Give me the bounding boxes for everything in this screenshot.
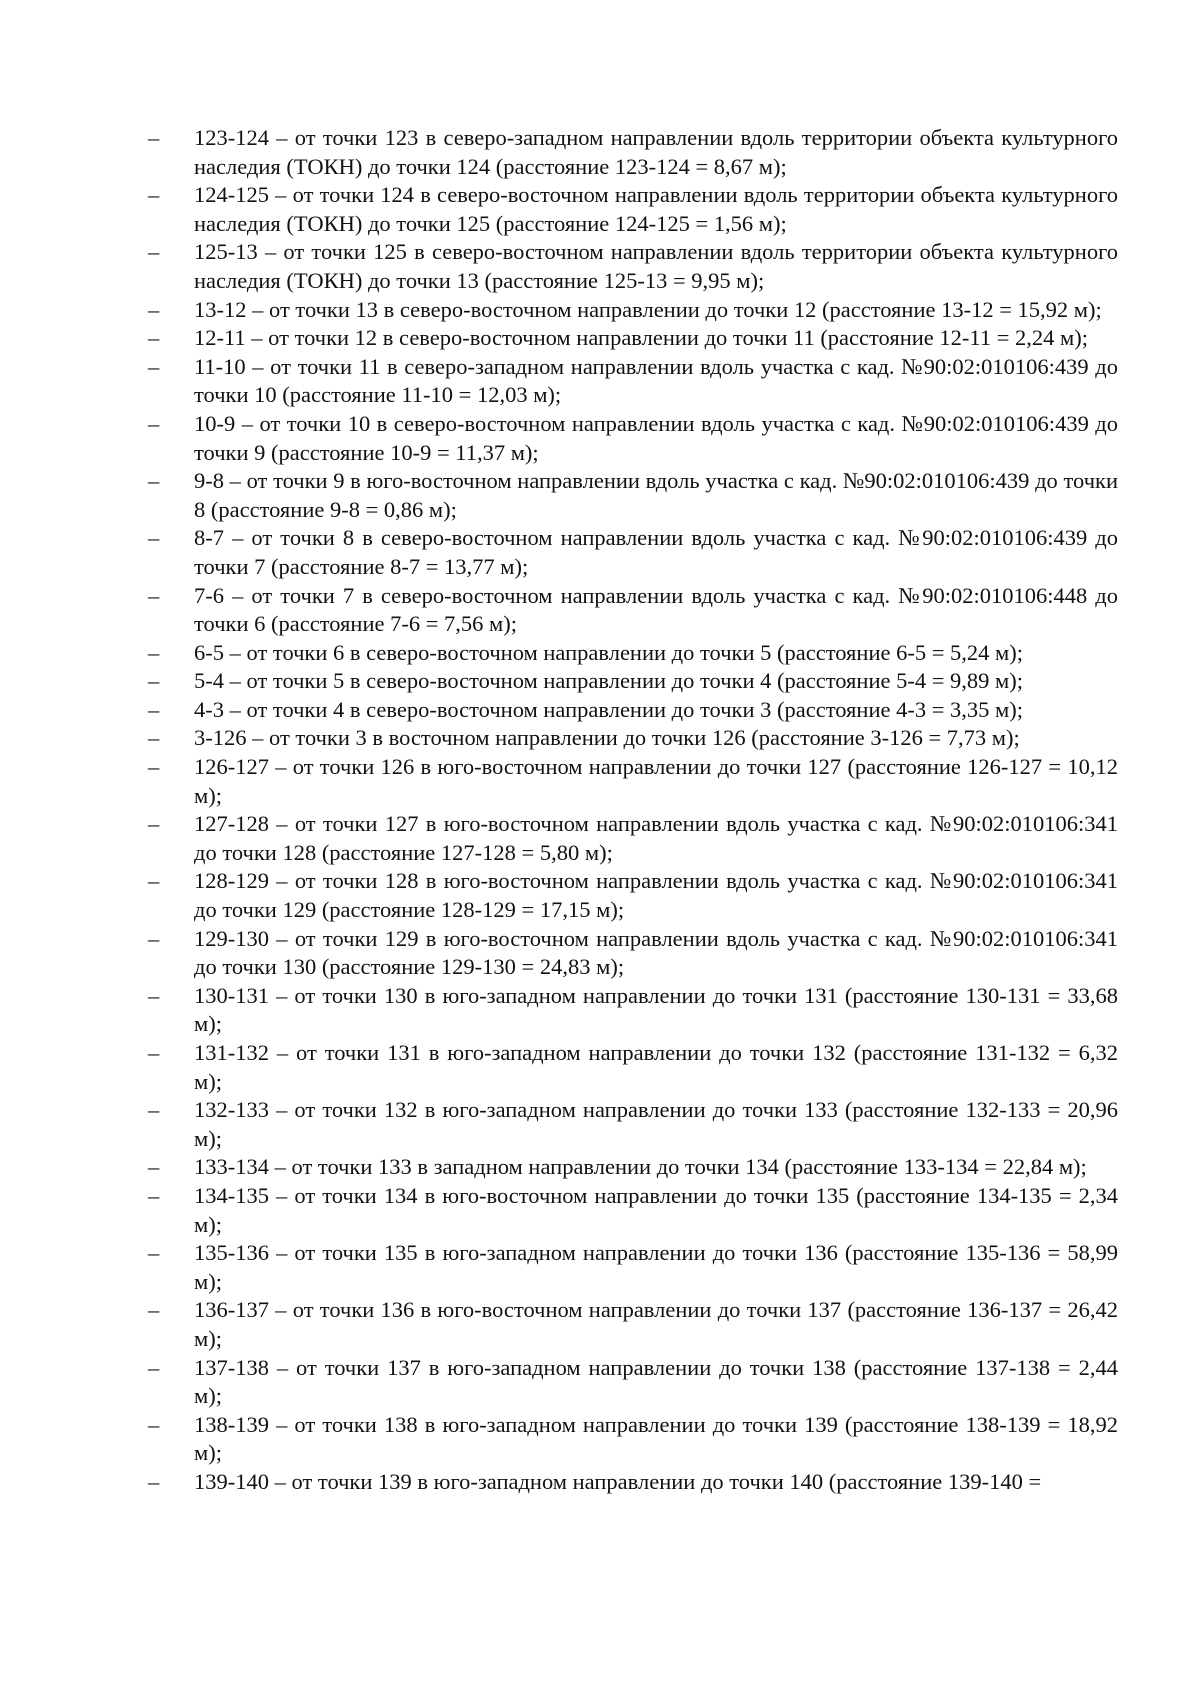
- list-item: [148, 1153, 1118, 1182]
- list-item-text: 126-127 – от точки 126 в юго-восточном направлении до точки 127 (расстояние 126-127 = 10,12 м);: [194, 754, 1118, 808]
- list-item: [148, 925, 1118, 982]
- list-bullet: –: [148, 1240, 160, 1266]
- list-item-text: 3-126 – от точки 3 в восточном направлении до точки 126 (расстояние 3-126 = 7,73 м);: [194, 725, 1020, 751]
- list-item-text: 10-9 – от точки 10 в северо-восточном направлении вдоль участка с кад. №90:02:010106:439 до точки 9 (расстояние 10-9 = 11,37 м);: [194, 410, 1118, 465]
- boundary-segment-list: [148, 124, 1118, 1497]
- list-item-text: 9-8 – от точки 9 в юго-восточном направлении вдоль участка с кад. №90:02:010106:439 до точки 8 (расстояние 9-8 = 0,86 м);: [194, 468, 1118, 522]
- list-bullet: –: [148, 239, 160, 265]
- list-item-text: 8-7 – от точки 8 в северо-восточном направлении вдоль участка с кад. №90:02:010106:439 до точки 7 (расстояние 8-7 = 13,77 м);: [194, 525, 1118, 579]
- list-item-text: 124-125 – от точки 124 в северо-восточном направлении вдоль территории объекта культурного наследия (ТОКН) до точки 125 (расстояние 124-125 = 1,56 м);: [194, 182, 1118, 236]
- list-item: [148, 753, 1118, 810]
- list-item-text: 137-138 – от точки 137 в юго-западном направлении до точки 138 (расстояние 137-138 = 2,44 м);: [194, 1354, 1118, 1409]
- list-item-text: 125-13 – от точки 125 в северо-восточном направлении вдоль территории объекта культурного наследия (ТОКН) до точки 13 (расстояние 125-13 = 9,95 м);: [194, 239, 1118, 293]
- list-bullet: –: [148, 582, 160, 608]
- list-bullet: –: [148, 125, 160, 150]
- list-item: [148, 124, 1118, 181]
- list-item: [148, 1182, 1118, 1239]
- list-bullet: –: [148, 639, 160, 665]
- list-item-text: 130-131 – от точки 130 в юго-западном направлении до точки 131 (расстояние 130-131 = 33,68 м);: [194, 982, 1118, 1037]
- list-item: [148, 867, 1118, 924]
- list-item-text: 132-133 – от точки 132 в юго-западном направлении до точки 133 (расстояние 132-133 = 20,96 м);: [194, 1097, 1118, 1151]
- list-item: [148, 1354, 1118, 1411]
- list-item-text: 136-137 – от точки 136 в юго-восточном направлении до точки 137 (расстояние 136-137 = 26,42 м);: [194, 1297, 1118, 1351]
- list-item: [148, 582, 1118, 639]
- list-item: [148, 696, 1118, 725]
- list-bullet: –: [148, 982, 160, 1008]
- list-item: [148, 324, 1118, 353]
- list-bullet: –: [148, 468, 160, 494]
- list-bullet: –: [148, 1154, 160, 1180]
- list-item-text: 13-12 – от точки 13 в северо-восточном направлении до точки 12 (расстояние 13-12 = 15,92 м);: [194, 296, 1102, 322]
- list-item-text: 4-3 – от точки 4 в северо-восточном направлении до точки 3 (расстояние 4-3 = 3,35 м);: [194, 696, 1024, 722]
- list-bullet: –: [148, 525, 160, 551]
- list-bullet: –: [148, 1097, 160, 1123]
- list-item: [148, 982, 1118, 1039]
- list-item-text: 134-135 – от точки 134 в юго-восточном направлении до точки 135 (расстояние 134-135 = 2,34 м);: [194, 1182, 1118, 1237]
- list-item: [148, 667, 1118, 696]
- list-item: [148, 810, 1118, 867]
- list-item: [148, 1468, 1118, 1497]
- list-item: [148, 296, 1118, 325]
- list-item: [148, 1096, 1118, 1153]
- list-bullet: –: [148, 811, 160, 837]
- list-item: [148, 1039, 1118, 1096]
- list-item-text: 131-132 – от точки 131 в юго-западном направлении до точки 132 (расстояние 131-132 = 6,32 м);: [194, 1040, 1118, 1094]
- list-item: [148, 639, 1118, 668]
- list-item: [148, 1296, 1118, 1353]
- list-item: [148, 524, 1118, 581]
- list-item-text: 7-6 – от точки 7 в северо-восточном направлении вдоль участка с кад. №90:02:010106:448 до точки 6 (расстояние 7-6 = 7,56 м);: [194, 582, 1118, 637]
- list-item: [148, 1239, 1118, 1296]
- list-item-text: 133-134 – от точки 133 в западном направлении до точки 134 (расстояние 133-134 = 22,84 м);: [194, 1154, 1087, 1180]
- list-bullet: –: [148, 353, 160, 379]
- list-item-text: 135-136 – от точки 135 в юго-западном направлении до точки 136 (расстояние 135-136 = 58,99 м);: [194, 1240, 1118, 1294]
- list-bullet: –: [148, 925, 160, 951]
- list-bullet: –: [148, 182, 160, 208]
- list-item-text: 123-124 – от точки 123 в северо-западном направлении вдоль территории объекта культурного наследия (ТОКН) до точки 124 (расстояние 123-124 = 8,67 м);: [194, 125, 1118, 179]
- list-item-text: 12-11 – от точки 12 в северо-восточном направлении до точки 11 (расстояние 12-11 = 2,24 м);: [194, 325, 1089, 351]
- list-bullet: –: [148, 1040, 160, 1065]
- list-item: [148, 181, 1118, 238]
- list-bullet: –: [148, 668, 160, 694]
- list-item-text: 138-139 – от точки 138 в юго-западном направлении до точки 139 (расстояние 138-139 = 18,92 м);: [194, 1411, 1118, 1466]
- list-item: [148, 467, 1118, 524]
- list-item: [148, 238, 1118, 295]
- list-bullet: –: [148, 725, 160, 751]
- list-bullet: –: [148, 1354, 160, 1380]
- list-item: [148, 353, 1118, 410]
- list-bullet: –: [148, 1182, 160, 1208]
- list-bullet: –: [148, 1411, 160, 1437]
- list-item-text: 128-129 – от точки 128 в юго-восточном направлении вдоль участка с кад. №90:02:010106:341 до точки 129 (расстояние 128-129 = 17,15 м);: [194, 868, 1118, 923]
- list-item-text: 127-128 – от точки 127 в юго-восточном направлении вдоль участка с кад. №90:02:010106:341 до точки 128 (расстояние 127-128 = 5,80 м);: [194, 811, 1118, 865]
- list-item-text: 5-4 – от точки 5 в северо-восточном направлении до точки 4 (расстояние 5-4 = 9,89 м);: [194, 668, 1024, 694]
- list-bullet: –: [148, 325, 160, 351]
- list-item: [148, 410, 1118, 467]
- list-item-text: 129-130 – от точки 129 в юго-восточном направлении вдоль участка с кад. №90:02:010106:341 до точки 130 (расстояние 129-130 = 24,83 м);: [194, 925, 1118, 980]
- list-bullet: –: [148, 410, 160, 436]
- list-bullet: –: [148, 696, 160, 722]
- list-bullet: –: [148, 754, 160, 780]
- list-item: [148, 724, 1118, 753]
- list-bullet: –: [148, 1297, 160, 1323]
- list-item-text: 11-10 – от точки 11 в северо-западном направлении вдоль участка с кад. №90:02:010106:439 до точки 10 (расстояние 11-10 = 12,03 м);: [194, 353, 1118, 408]
- list-bullet: –: [148, 296, 160, 322]
- list-bullet: –: [148, 868, 160, 894]
- list-item-text: 6-5 – от точки 6 в северо-восточном направлении до точки 5 (расстояние 6-5 = 5,24 м);: [194, 639, 1024, 665]
- list-bullet: –: [148, 1468, 160, 1494]
- list-item: [148, 1411, 1118, 1468]
- list-item-text: 139-140 – от точки 139 в юго-западном направлении до точки 140 (расстояние 139-140 =: [194, 1468, 1042, 1494]
